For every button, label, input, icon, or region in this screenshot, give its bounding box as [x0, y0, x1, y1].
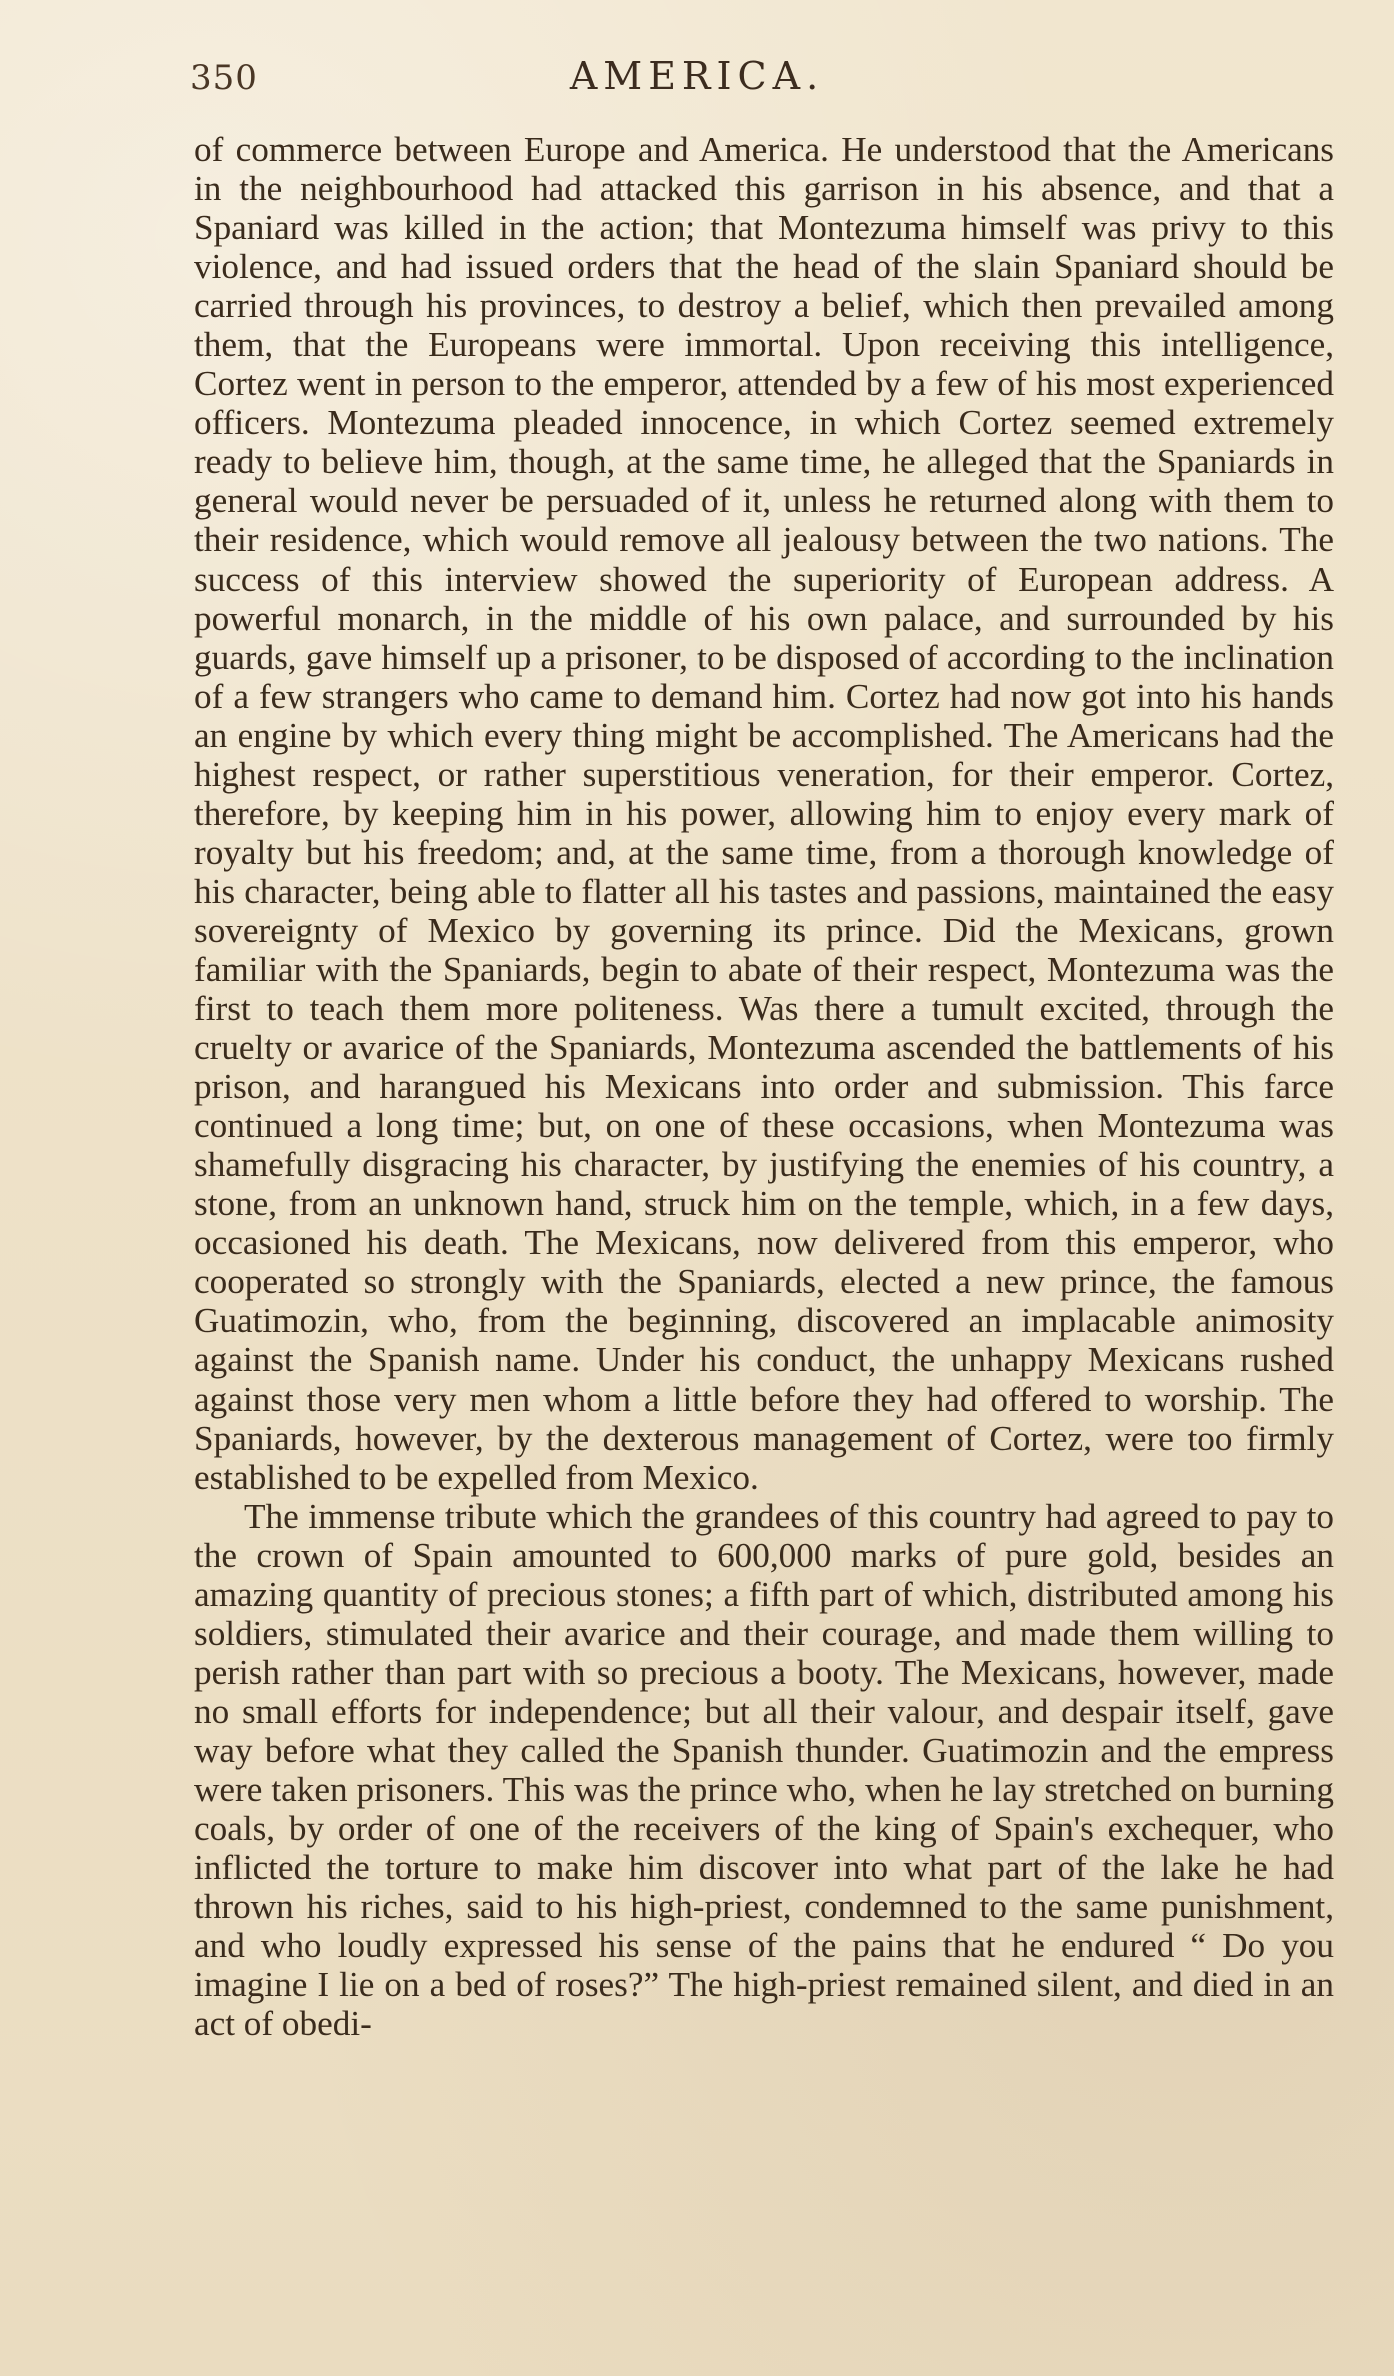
- body-text: [194, 130, 1334, 2043]
- running-title: AMERICA.: [569, 54, 825, 98]
- paragraph: The immense tribute which the grandees of this country had agreed to pay to the crown of Spain amounted to 600,000 marks of pure gold, besides an amazing quantity of precious stones; a fifth part of which, distributed among his soldiers, stimulated their avarice and their courage, and made them willing to perish rather than part with so precious a booty. The Mexicans, however, made no small efforts for independence; but all their valour, and despair itself, gave way before what they called the Spanish thunder. Guatimozin and the empress were taken prisoners. This was the prince who, when he lay stretched on burning coals, by order of one of the receivers of the king of Spain's exchequer, who inflicted the torture to make him discover into what part of the lake he had thrown his riches, said to his high-priest, condemned to the same punishment, and who loudly expressed his sense of the pains that he endured “ Do you imagine I lie on a bed of roses?” The high-priest remained silent, and died in an act of obedi-: [194, 1496, 1334, 2044]
- paragraph: of commerce between Europe and America. He understood that the Americans in the neighbourhood had attacked this garrison in his absence, and that a Spaniard was killed in the action; that Montezuma himself was privy to this violence, and had issued orders that the head of the slain Spaniard should be carried through his provinces, to destroy a belief, which then prevailed among them, that the Europeans were immortal. Upon receiving this intelligence, Cortez went in person to the emperor, attended by a few of his most experienced officers. Montezuma pleaded innocence, in which Cortez seemed extremely ready to believe him, though, at the same time, he alleged that the Spaniards in general would never be persuaded of it, unless he returned along with them to their residence, which would remove all jealousy between the two nations. The success of this interview showed the superiority of European address. A powerful monarch, in the middle of his own palace, and surrounded by his guards, gave himself up a prisoner, to be disposed of according to the inclination of a few strangers who came to demand him. Cortez had now got into his hands an engine by which every thing might be accomplished. The Americans had the highest respect, or rather superstitious veneration, for their emperor. Cortez, therefore, by keeping him in his power, allowing him to enjoy every mark of royalty but his freedom; and, at the same time, from a thorough knowledge of his character, being able to flatter all his tastes and passions, maintained the easy sovereignty of Mexico by governing its prince. Did the Mexicans, grown familiar with the Spaniards, begin to abate of their respect, Montezuma was the first to teach them more politeness. Was there a tumult excited, through the cruelty or avarice of the Spaniards, Montezuma ascended the battlements of his prison, and harangued his Mexicans into order and submission. This farce continued a long time; but, on one of these occasions, when Montezuma was shamefully disgracing his character, by justifying the enemies of his country, a stone, from an unknown hand, struck him on the temple, which, in a few days, occasioned his death. The Mexicans, now delivered from this emperor, who cooperated so strongly with the Spaniards, elected a new prince, the famous Guatimozin, who, from the beginning, discovered an implacable animosity against the Spanish name. Under his conduct, the unhappy Mexicans rushed against those very men whom a little before they had offered to worship. The Spaniards, however, by the dexterous management of Cortez, were too firmly established to be expelled from Mexico.: [194, 130, 1334, 1497]
- page-number: 350: [190, 58, 258, 98]
